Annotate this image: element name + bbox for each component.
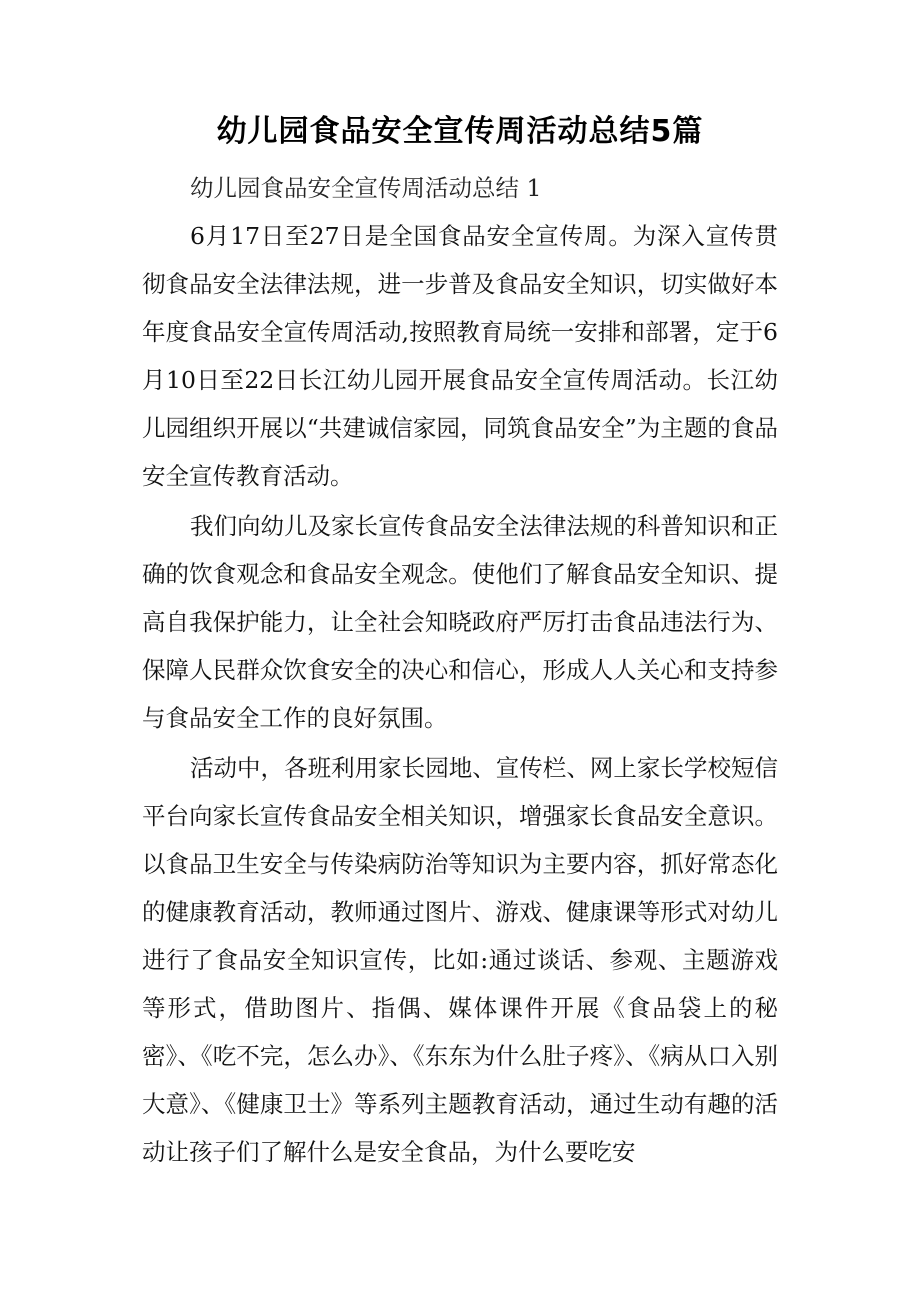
paragraph-3: 活动中，各班利用家长园地、宣传栏、网上家长学校短信平台向家长宣传食品安全相关知识，增强家长食品安全意识。以食品卫生安全与传染病防治等知识为主要内容，抓好常态化的健康教育活动，教师通过图片、游戏、健康课等形式对幼儿进行了食品安全知识宣传，比如:通过谈话、参观、主题游戏等形式，借助图片、指偶、媒体课件开展《食品袋上的秘密》、《吃不完，怎么办》、《东东为什么肚子疼》、《病从口入别大意》、《健康卫士》等系列主题教育活动，通过生动有趣的活动让孩子们了解什么是安全食品，为什么要吃安 bbox=[142, 754, 778, 1166]
paragraph-1: 6月17日至27日是全国食品安全宣传周。为深入宣传贯彻食品安全法律法规，进一步普及食品安全知识，切实做好本年度食品安全宣传周活动,按照教育局统一安排和部署，定于6月10日至22日长江幼儿园开展食品安全宣传周活动。长江幼儿园组织开展以“共建诚信家园，同筑食品安全”为主题的食品安全宣传教育活动。 bbox=[142, 222, 778, 490]
section-heading: 幼儿园食品安全宣传周活动总结 1 bbox=[190, 174, 542, 202]
paragraph-2: 我们向幼儿及家长宣传食品安全法律法规的科普知识和正确的饮食观念和食品安全观念。使他们了解食品安全知识、提高自我保护能力，让全社会知晓政府严厉打击食品违法行为、保障人民群众饮食安全的决心和信心，形成人人关心和支持参与食品安全工作的良好氛围。 bbox=[142, 512, 778, 732]
document-title: 幼儿园食品安全宣传周活动总结5篇 bbox=[216, 114, 704, 149]
